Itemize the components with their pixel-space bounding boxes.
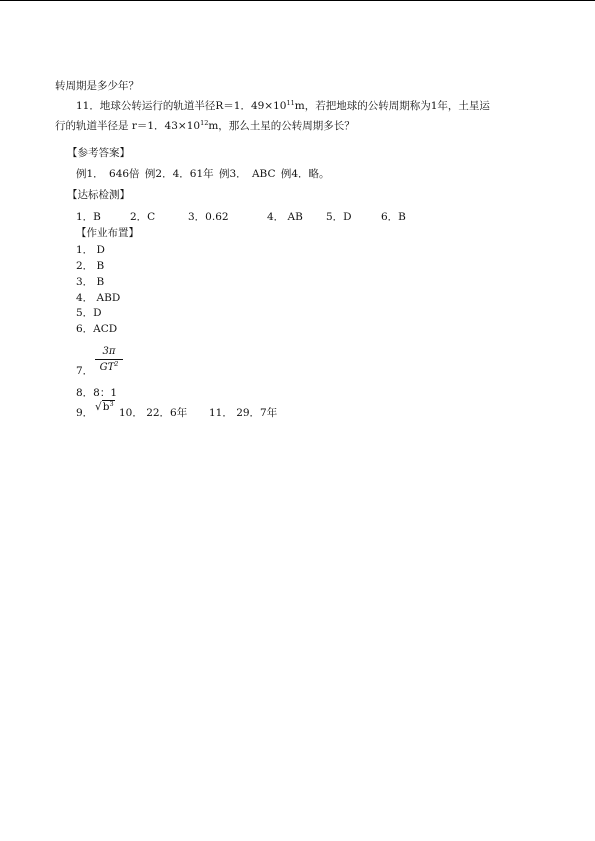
homework-item-7-label: 7．	[76, 365, 94, 377]
q11-line2-suffix: m，那么土星的公转周期多长？	[208, 120, 355, 132]
q11-prefix: 11．地球公转运行的轨道半径R＝1．49×10	[76, 100, 287, 112]
homework-item-8: 8．8：1	[76, 387, 118, 399]
question-11-line-2	[55, 120, 355, 133]
q11-exponent-2: 12	[200, 119, 209, 127]
test-answer-4: 4． AB	[267, 211, 303, 223]
fraction-bar	[95, 359, 123, 360]
homework-item-3: 3． B	[76, 276, 105, 288]
q11-line2-prefix: 行的轨道半径是 r＝1．43×10	[55, 120, 201, 132]
fraction-3pi-over-gt2	[95, 345, 123, 374]
test-heading: 【达标检测】	[67, 189, 130, 201]
q10-tail: 转周期是多少年？	[55, 80, 139, 92]
fraction-denominator	[95, 361, 123, 374]
test-answer-2: 2．C	[130, 211, 156, 223]
ref-answers-heading: 【参考答案】	[67, 147, 130, 159]
test-answer-3: 3．0.62	[188, 211, 229, 223]
homework-item-11: 11． 29．7年	[209, 407, 278, 419]
radicand-exponent: 3	[109, 400, 114, 408]
q11-exponent-1: 11	[286, 99, 295, 107]
q11-mid: m，若把地球的公转周期称为1年，土星运	[294, 100, 490, 112]
fraction-numerator: 3π	[102, 346, 116, 357]
radicand-base: b	[102, 401, 110, 413]
top-border-line	[0, 0, 595, 1]
sqrt-radical-sign: √	[95, 401, 102, 413]
homework-item-6: 6．ACD	[76, 323, 118, 335]
test-answer-1: 1．B	[76, 211, 101, 223]
homework-heading: 【作业布置】	[76, 227, 139, 239]
homework-item-1: 1． D	[76, 244, 105, 256]
sqrt-radicand	[102, 400, 115, 413]
sqrt-b-cubed	[95, 400, 115, 414]
fraction-den-exponent: 2	[114, 360, 119, 368]
homework-item-5: 5．D	[76, 307, 102, 319]
test-answer-6: 6．B	[381, 211, 406, 223]
test-answer-5: 5．D	[326, 211, 352, 223]
homework-item-4: 4． ABD	[76, 292, 121, 304]
homework-item-9-label: 9．	[76, 407, 94, 419]
fraction-den-base: GT	[99, 362, 115, 373]
homework-item-2: 2． B	[76, 260, 105, 272]
question-11-line-1	[76, 100, 490, 113]
homework-item-10: 10． 22．6年	[119, 407, 188, 419]
ref-answers-line: 例1． 646倍 例2．4．61年 例3． ABC 例4．略。	[76, 168, 330, 180]
